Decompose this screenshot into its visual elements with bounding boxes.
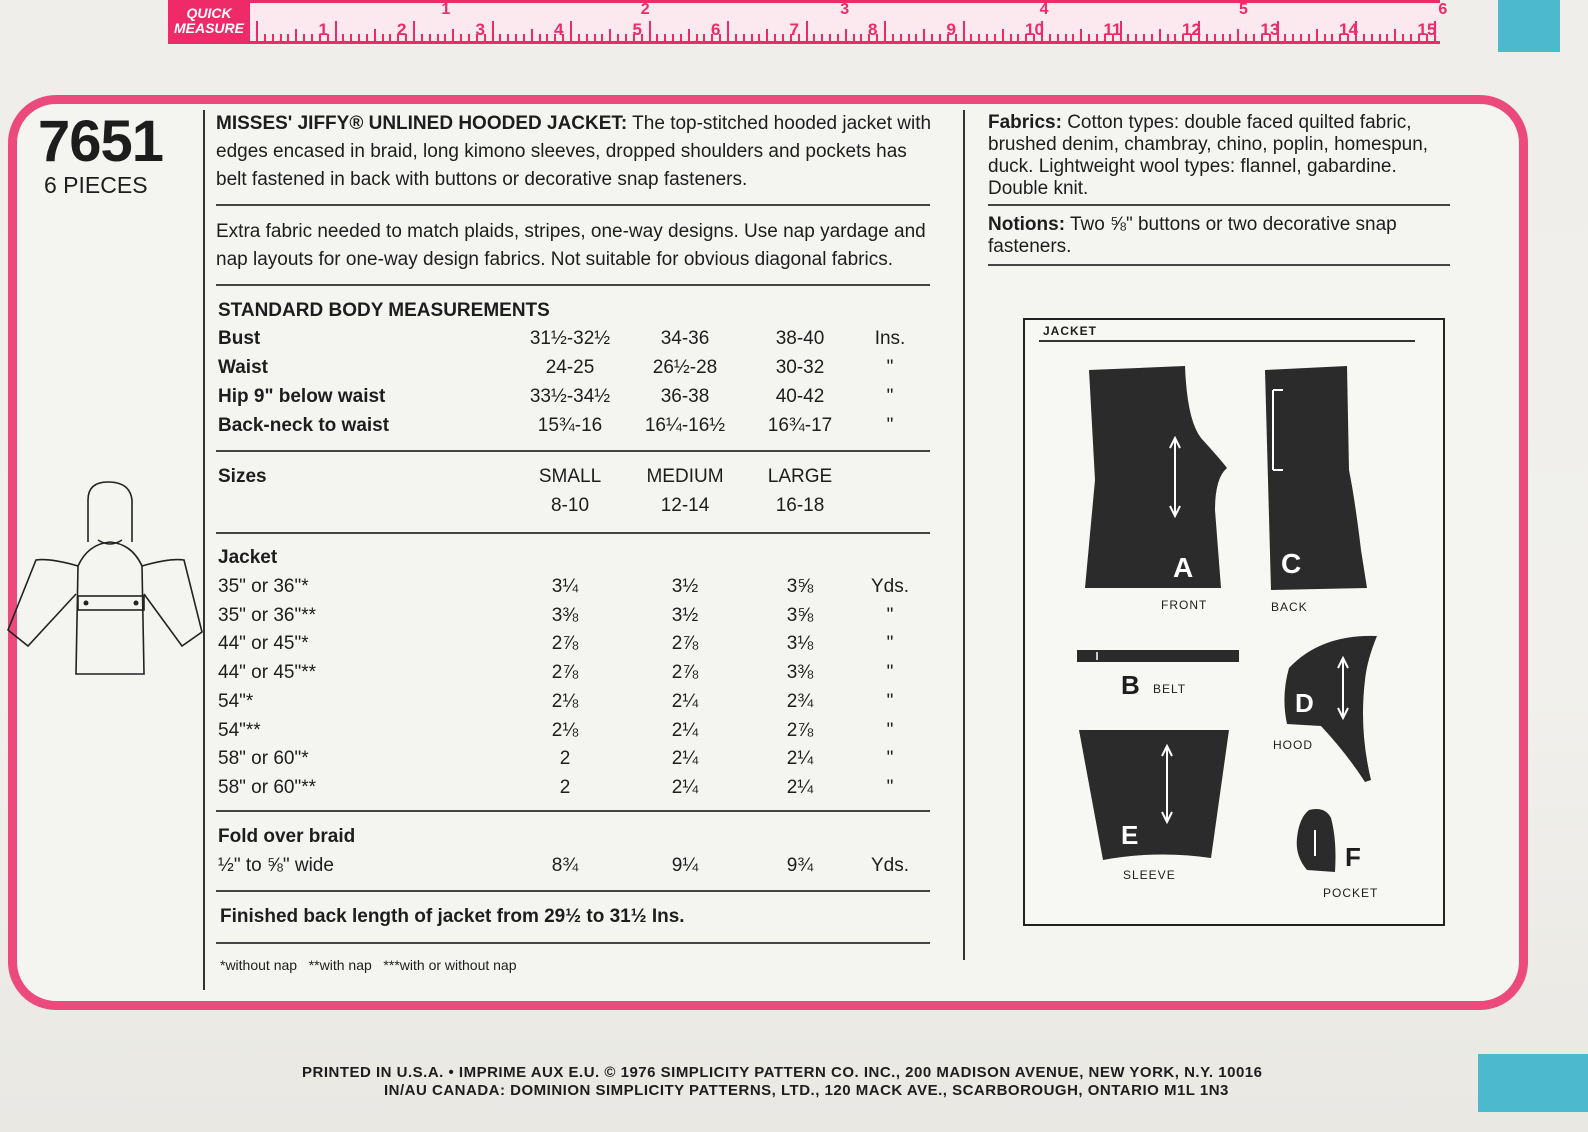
ruler-tick [1371,34,1373,41]
ruler-cm-number: 1 [318,20,328,39]
ruler-tick [578,34,580,41]
measurement-label: Waist [218,357,268,378]
piece-letter-c: C [1281,548,1302,579]
yardage-large: 2¼ [786,748,814,770]
yardage-width: 58" or 60"* [218,748,309,770]
ruler-cm-number: 4 [554,20,564,39]
ruler-inch-number: 3 [840,1,850,18]
yardage-large: 2⅞ [786,719,814,741]
yardage-unit: " [886,776,894,798]
ruler-tick [1308,34,1310,41]
ruler-tick [860,34,862,41]
ruler-tick [1292,34,1294,41]
divider [988,264,1450,266]
ruler-tick [680,34,682,41]
ruler-tick [751,34,753,41]
ruler-tick [1088,34,1090,41]
divider [216,942,930,944]
size-name: LARGE [767,466,833,487]
braid-large: 9¾ [786,855,814,876]
yardage-large: 3⅝ [786,576,814,597]
fabric-note: Extra fabric needed to match plaids, stripes, one-way designs. Use nap yardage and nap layouts for one-way design fabrics. Not suitable for obvious diagonal fabrics. [216,221,926,270]
ruler-tick [1002,29,1004,41]
measurement-label: Back-neck to waist [218,415,390,436]
measurement-large: 16¾-17 [767,415,833,436]
ruler-tick [1072,34,1074,41]
ruler-tick [421,34,423,41]
ruler-tick [1229,34,1231,41]
braid-small: 8¾ [551,855,579,876]
piece-name-belt: BELT [1153,682,1187,696]
ruler-tick [1206,34,1208,41]
yardage-unit: " [886,748,894,770]
piece-letter-b: B [1121,670,1140,700]
divider [216,284,930,286]
corner-tab [1478,1054,1588,1112]
yardage-unit: " [886,604,894,626]
ruler-tick [963,21,965,41]
ruler-cm-number: 15 [1417,20,1437,39]
yardage-small: 3¼ [551,576,579,597]
ruler-tick [829,34,831,41]
measurements-title: STANDARD BODY MEASUREMENTS [218,300,550,321]
ruler-tick [374,29,376,41]
fabrics [988,112,1448,200]
description-title: MISSES' JIFFY® UNLINED HOODED JACKET: [216,113,628,134]
braid-medium: 9¼ [671,855,699,876]
ruler-tick [546,34,548,41]
yardage-width: 35" or 36"** [218,604,316,626]
ruler-tick [594,34,596,41]
ruler-tick [335,21,337,41]
ruler-tick [507,34,509,41]
measurement-medium: 36-38 [660,386,710,407]
yardage-width: 35" or 36"* [218,576,309,597]
ruler-inch-number: 2 [640,1,650,18]
ruler-cm-number: 8 [868,20,878,39]
yardage-large: 3⅛ [786,633,814,655]
ruler-cm-number: 3 [475,20,485,39]
ruler-cm-number: 13 [1260,20,1280,39]
ruler-tick [1174,34,1176,41]
ruler-tick [586,34,588,41]
yardage-width: 44" or 45"** [218,662,316,684]
divider [216,890,930,892]
divider [216,204,930,206]
measurement-unit: Ins. [874,328,906,349]
ruler-tick [295,29,297,41]
yardage-large: 2¼ [786,776,814,798]
ruler-tick [452,29,454,41]
ruler-tick [413,21,415,41]
ruler-tick [743,34,745,41]
measurement-medium: 16¼-16½ [644,415,726,436]
yardage-unit: " [886,662,894,684]
ruler-label-line1: QUICK [186,5,232,21]
ruler-tick [460,34,462,41]
size-range: 16-18 [775,495,825,516]
right-sleeve [142,560,202,646]
ruler-tick [1222,34,1224,41]
measurement-large: 38-40 [775,328,825,349]
ruler-tick [970,34,972,41]
piece-letter-d: D [1295,688,1314,718]
braid-unit: Yds. [870,855,910,876]
yardage-unit: Yds. [870,576,910,597]
ruler-inch-number: 6 [1438,1,1448,18]
ruler-tick [1010,34,1012,41]
ruler-tick [908,34,910,41]
measurement-small: 15¾-16 [537,415,603,436]
piece-belt [1077,650,1239,662]
footnote: *without nap **with nap ***with or without nap [220,957,517,973]
ruler-tick [531,29,533,41]
quick-measure-ruler [168,0,1448,44]
ruler-tick [813,34,815,41]
ruler-cm-number: 9 [946,20,956,39]
ruler-tick [782,34,784,41]
piece-front [1085,366,1227,588]
ruler-tick [884,21,886,41]
ruler-inch-number: 5 [1239,1,1248,18]
ruler-tick [539,34,541,41]
ruler-tick [1017,34,1019,41]
ruler-tick [1386,34,1388,41]
ruler-tick [303,34,305,41]
braid-title: Fold over braid [218,826,356,847]
piece-letter-a: A [1173,552,1194,583]
notions-title: Notions: [988,214,1066,235]
yardage-width: 44" or 45"* [218,633,309,655]
ruler-tick [994,34,996,41]
ruler-cm-number: 11 [1103,20,1122,39]
ruler-tick [366,34,368,41]
notions [988,214,1448,258]
ruler-tick [688,29,690,41]
pieces-svg [1025,320,1443,924]
yardage-medium: 2⅞ [671,662,699,684]
ruler-cm-number: 10 [1025,20,1044,39]
size-range: 12-14 [660,495,710,516]
braid-width: ½" to ⅝" wide [218,855,334,876]
ruler-tick [939,34,941,41]
ruler-tick [1143,34,1145,41]
ruler-tick [1096,34,1098,41]
ruler-tick [515,34,517,41]
pattern-number: 7651 [38,109,164,174]
ruler-inch-number: 4 [1039,1,1049,18]
yardage-unit: " [886,633,894,655]
ruler-tick [664,34,666,41]
yardage-medium: 2¼ [671,748,699,770]
button [134,601,139,606]
ruler-tick [915,34,917,41]
measurement-medium: 34-36 [660,328,710,349]
jacket-sketch [6,478,206,678]
piece-pocket [1297,809,1336,872]
measurement-unit: " [886,415,894,436]
ruler-tick [601,34,603,41]
ruler-tick [1363,34,1365,41]
yardage-medium: 2¼ [671,719,699,741]
yardage-small: 2⅞ [551,633,579,655]
measurement-small: 33½-34½ [529,386,611,407]
yardage-width: 58" or 60"** [218,776,316,798]
ruler-tick [672,34,674,41]
ruler-tick [766,29,768,41]
yardage-medium: 2¼ [671,690,699,712]
ruler-tick [256,21,258,41]
ruler-tick [358,34,360,41]
ruler-tick [342,34,344,41]
ruler-tick [1127,34,1129,41]
piece-name-back: BACK [1271,600,1308,614]
ruler-cm-number: 6 [711,20,721,39]
ruler-tick [1057,34,1059,41]
ruler-cm-number: 2 [397,20,407,39]
ruler-tick [649,21,651,41]
yardage-medium: 2⅞ [671,633,699,655]
center-divider [963,110,965,960]
ruler-tick [1331,34,1333,41]
finished-length: Finished back length of jacket from 29½ to 31½ Ins. [220,906,685,927]
ruler-tick [656,34,658,41]
ruler-tick [1394,29,1396,41]
piece-sleeve [1079,730,1229,860]
size-range: 8-10 [550,495,590,516]
ruler-tick [774,34,776,41]
ruler-tick [350,34,352,41]
ruler-tick [570,21,572,41]
yardage-large: 3⅝ [786,604,814,626]
ruler-tick [1080,29,1082,41]
sizes-label: Sizes [218,466,267,487]
ruler-tick [1135,34,1137,41]
yardage-unit: " [886,690,894,712]
ruler-tick [280,34,282,41]
yardage-width: 54"** [218,719,261,741]
canada-line: IN/AU CANADA: DOMINION SIMPLICITY PATTERNS, LTD., 120 MACK AVE., SCARBOROUGH, ONTARIO M1L 1N3 [384,1082,1229,1099]
measurement-small: 31½-32½ [529,328,611,349]
ruler-cm-number: 5 [632,20,642,39]
ruler-tick [492,21,494,41]
ruler-tick [389,34,391,41]
ruler-label [168,0,250,44]
measurement-label: Hip 9" below waist [218,386,386,407]
ruler-tick [978,34,980,41]
yardage-medium: 2¼ [671,776,699,798]
ruler-tick [853,34,855,41]
ruler-scale [250,1,1448,41]
ruler-tick [1379,34,1381,41]
ruler-tick [845,29,847,41]
size-name: MEDIUM [646,466,724,487]
piece-name-pocket: POCKET [1323,886,1379,900]
ruler-tick [1316,29,1318,41]
printed-in-line: PRINTED IN U.S.A. • IMPRIME AUX E.U. © 1976 SIMPLICITY PATTERN CO. INC., 200 MADISON AVENUE, NEW YORK, N.Y. 10016 [302,1064,1263,1081]
ruler-tick [437,34,439,41]
yardage-small: 2 [559,748,571,770]
divider [988,204,1450,206]
piece-name-front: FRONT [1161,598,1208,612]
ruler-tick [1159,29,1161,41]
ruler-tick [311,34,313,41]
ruler-tick [931,34,933,41]
yardage-small: 2⅞ [551,662,579,684]
ruler-tick [986,34,988,41]
notions-text: Two ⅝" buttons or two decorative snap fasteners. [988,214,1397,257]
ruler-tick [264,34,266,41]
measurement-unit: " [886,357,894,378]
piece-letter-e: E [1121,820,1139,850]
ruler-tick [892,34,894,41]
yardage-small: 3⅜ [551,604,579,626]
ruler-cm-number: 12 [1182,20,1201,39]
ruler-tick [468,34,470,41]
jacket-title: Jacket [218,547,278,568]
measurement-medium: 26½-28 [652,357,718,378]
ruler-tick [1237,29,1239,41]
ruler-tick [1253,34,1255,41]
measurement-large: 40-42 [775,386,825,407]
ruler-tick [287,34,289,41]
left-divider [203,110,205,990]
ruler-tick [1065,34,1067,41]
measurement-unit: " [886,386,894,407]
yardage-medium: 3½ [671,604,699,626]
ruler-tick [806,21,808,41]
description [216,110,936,194]
size-name: SMALL [538,466,602,487]
yardage-small: 2 [559,776,571,798]
corner-tab [1498,0,1560,52]
piece-count: 6 PIECES [44,172,148,198]
pattern-pieces-diagram [1023,318,1445,926]
fabrics-text: Cotton types: double faced quilted fabric, brushed denim, chambray, chino, poplin, homespun, duck. Lightweight wool types: flannel, gabardine. Double knit. [988,112,1429,199]
ruler-cm-number: 7 [789,20,799,39]
ruler-tick [735,34,737,41]
ruler-tick [382,34,384,41]
ruler-tick [1324,34,1326,41]
ruler-tick [696,34,698,41]
ruler-tick [444,34,446,41]
ruler-label-line2: MEASURE [173,20,244,36]
measurement-label: Bust [218,328,261,349]
measurement-large: 30-32 [775,357,825,378]
ruler-tick [617,34,619,41]
piece-name-sleeve: SLEEVE [1123,868,1176,882]
ruler-tick [609,29,611,41]
jacket-body [76,542,144,674]
ruler-tick [1245,34,1247,41]
description-text: The top-stitched hooded jacket with edges encased in braid, long kimono sleeves, dropped shoulders and pockets has belt fastened in back with buttons or decorative snap fasteners. [216,113,932,190]
ruler-inch-number: 1 [441,1,451,18]
yardage-large: 2¾ [786,690,814,712]
yardage-medium: 3½ [671,576,699,597]
ruler-tick [1214,34,1216,41]
diagram-title: JACKET [1043,324,1098,338]
ruler-tick [1049,34,1051,41]
ruler-tick [523,34,525,41]
ruler-tick [499,34,501,41]
ruler-tick [727,21,729,41]
ruler-tick [821,34,823,41]
yardage-large: 3⅜ [786,662,814,684]
piece-letter-f: F [1345,842,1361,872]
ruler-tick [272,34,274,41]
ruler-cm-number: 14 [1339,20,1358,39]
left-sleeve [8,560,78,646]
ruler-tick [900,34,902,41]
ruler-tick [1410,34,1412,41]
ruler-tick [1402,34,1404,41]
ruler-tick [703,34,705,41]
divider [216,810,930,812]
hood-outline [88,482,132,542]
ruler-tick [625,34,627,41]
ruler-tick [837,34,839,41]
ruler-tick [758,34,760,41]
ruler-tick [1167,34,1169,41]
yardage-small: 2⅛ [551,690,579,712]
piece-name-hood: HOOD [1273,738,1313,752]
yardage-width: 54"* [218,690,254,712]
measurement-small: 24-25 [545,357,595,378]
ruler-tick [1300,34,1302,41]
divider [216,450,930,452]
ruler-tick [1284,34,1286,41]
yardage-unit: " [886,719,894,741]
fabrics-title: Fabrics: [988,112,1062,133]
button [84,601,89,606]
ruler-tick [1151,34,1153,41]
ruler-tick [429,34,431,41]
ruler-tick [923,29,925,41]
yardage-small: 2⅛ [551,719,579,741]
divider [216,532,930,534]
